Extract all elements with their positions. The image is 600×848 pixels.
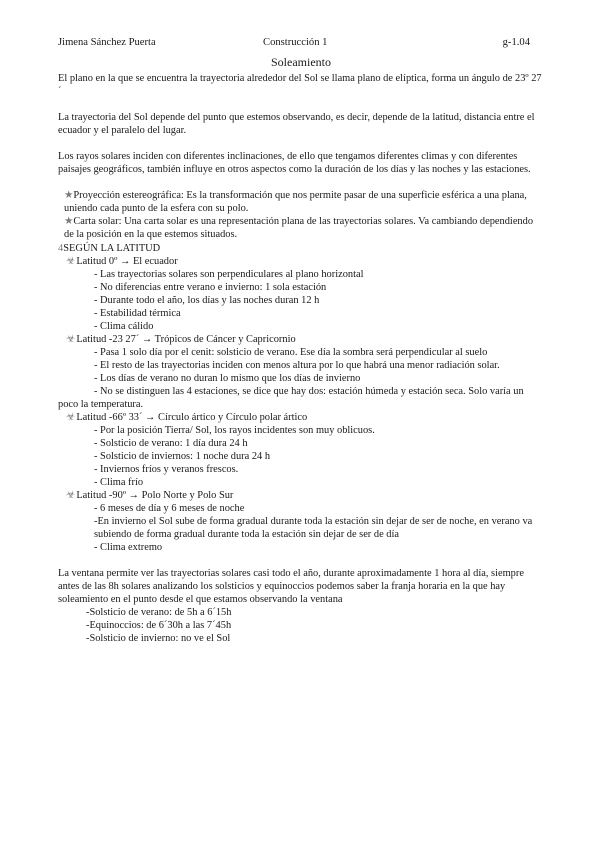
solstice-time: -Solsticio de verano: de 5h a 6´15h	[86, 607, 232, 618]
document-code: g-1.04	[502, 37, 530, 48]
definition-text: Proyección estereográfica: Es la transformación que nos permite pasar de una superficie esférica a una plana, uniendo cada punto de la esfera con su polo.	[64, 190, 527, 214]
definition-text: Carta solar: Una carta solar es una representación plana de las trayectorias solares. Va cambiando dependiendo de la posición en la que estemos situados.	[64, 216, 534, 240]
list-item: - 6 meses de día y 6 meses de noche	[94, 503, 245, 514]
latitude-heading: ☣Latitud 0º → El ecuador	[66, 256, 178, 267]
list-item: - Las trayectorias solares son perpendiculares al plano horizontal	[94, 269, 364, 280]
list-item: - Clima cálido	[94, 321, 154, 332]
intro-paragraph: Los rayos solares inciden con diferentes inclinaciones, de ello que tengamos diferentes climas y con diferentes paisajes geográficos, también influye en otros aspectos como la duración de los días y las noches y las estaciones.	[58, 151, 531, 175]
document-page	[58, 36, 544, 645]
author-name: Jimena Sánchez Puerta	[58, 37, 156, 48]
list-item: - Estabilidad térmica	[94, 308, 181, 319]
list-item: - Clima extremo	[94, 542, 163, 553]
star-icon: ★	[64, 190, 74, 201]
list-item: - Pasa 1 solo día por el cenit: solsticio de verano. Ese día la sombra será perpendicular al suelo	[94, 347, 488, 358]
sun-bullet-icon: ☣	[66, 412, 76, 423]
list-item: - Los días de verano no duran lo mismo que los días de invierno	[94, 373, 361, 384]
list-item: -En invierno el Sol sube de forma gradual durante toda la estación sin dejar de ser de noche, en verano va subiendo de forma gradual durante toda la estación sin dejar de ser de día	[94, 516, 533, 540]
latitude-heading: ☣Latitud -23 27´ → Trópicos de Cáncer y Capricornio	[66, 334, 296, 345]
definition-item	[58, 189, 544, 215]
sun-bullet-icon: ☣	[66, 334, 76, 345]
page-header	[58, 36, 544, 50]
bullet-icon: 4	[58, 243, 64, 254]
solstice-time: -Solsticio de invierno: no ve el Sol	[86, 633, 231, 644]
definition-item	[58, 215, 544, 241]
intro-paragraph: El plano en la que se encuentra la trayectoria alrededor del Sol se llama plano de elíptica, forma un ángulo de 23º 27´	[58, 73, 542, 97]
document-title: Soleamiento	[271, 55, 331, 69]
list-item: - Solsticio de verano: 1 día dura 24 h	[94, 438, 248, 449]
course-name: Construcción 1	[263, 37, 328, 48]
sun-bullet-icon: ☣	[66, 256, 76, 267]
sun-bullet-icon: ☣	[66, 490, 76, 501]
list-item: - No se distinguen las 4 estaciones, se dice que hay dos: estación húmeda y estación seca. Solo varía un poco la temperatura.	[58, 386, 524, 410]
list-item: - Inviernos fríos y veranos frescos.	[94, 464, 239, 475]
solstice-time: -Equinoccios: de 6´30h a las 7´45h	[86, 620, 232, 631]
section-heading	[58, 242, 544, 255]
list-item: - Solsticio de inviernos: 1 noche dura 24 h	[94, 451, 271, 462]
list-item: - Clima frío	[94, 477, 144, 488]
list-item: - No diferencias entre verano e invierno: 1 sola estación	[94, 282, 327, 293]
intro-paragraph: La trayectoria del Sol depende del punto que estemos observando, es decir, depende de la latitud, distancia entre el ecuador y el paralelo del lugar.	[58, 112, 535, 136]
latitude-heading: ☣Latitud -66º 33´ → Círculo ártico y Círculo polar ártico	[66, 412, 308, 423]
latitude-heading: ☣Latitud -90º → Polo Norte y Polo Sur	[66, 490, 234, 501]
section-title: SEGÚN LA LATITUD	[63, 243, 161, 254]
list-item: - Durante todo el año, los días y las noches duran 12 h	[94, 295, 320, 306]
star-icon: ★	[64, 216, 74, 227]
window-paragraph: La ventana permite ver las trayectorias solares casi todo el año, durante aproximadamente 1 hora al día, siempre antes de las 8h solares analizando los solsticios y equinoccios podemos saber la franja horaria en la que hay soleamiento en el punto desde el que estamos observando la ventana	[58, 568, 524, 605]
list-item: - Por la posición Tierra/ Sol, los rayos incidentes son muy oblicuos.	[94, 425, 375, 436]
list-item: - El resto de las trayectorias inciden con menos altura por lo que habrá una menor radiación solar.	[94, 360, 500, 371]
